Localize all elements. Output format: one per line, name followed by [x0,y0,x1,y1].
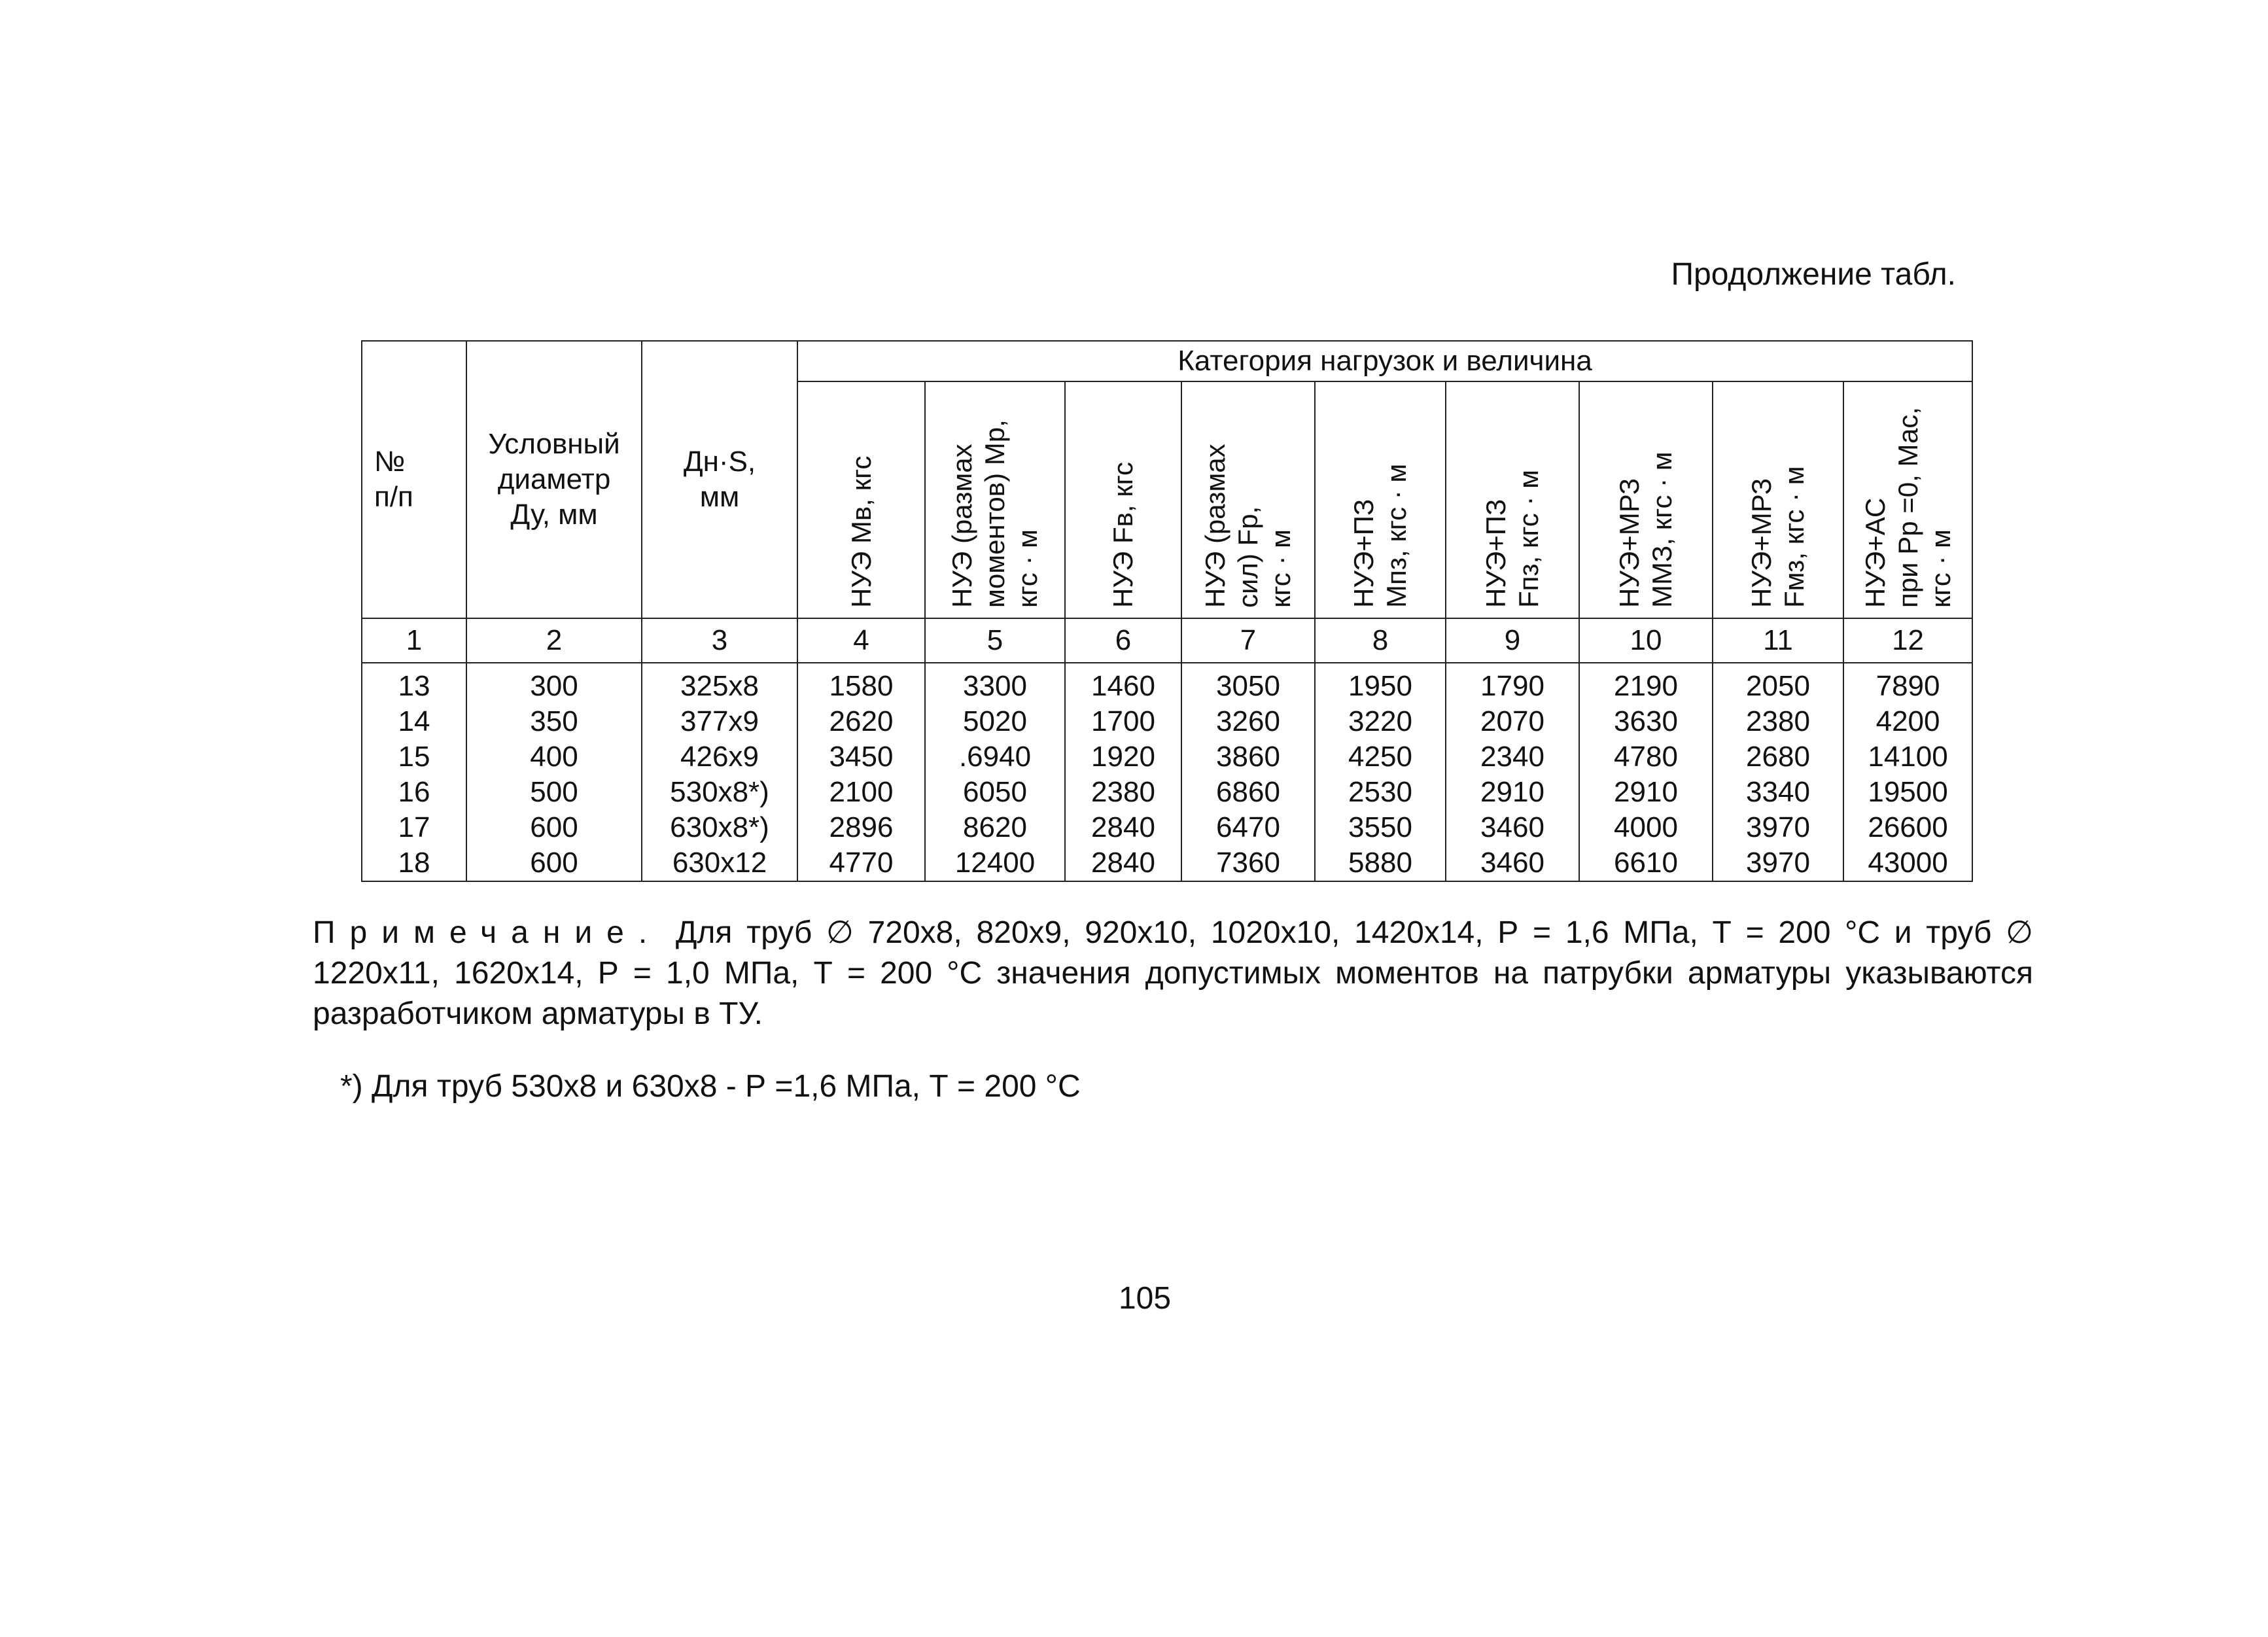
table-cell: 2190 [1579,663,1713,704]
header-load-col-8: НУЭ+ПЗ Мпз, кгс · м [1315,381,1446,618]
column-number-cell: 10 [1579,618,1713,663]
table-cell: 4250 [1315,739,1446,775]
table-cell: 14100 [1843,739,1972,775]
table-cell: 6470 [1181,810,1315,845]
header-load-col-9: НУЭ+ПЗ Fпз, кгс · м [1446,381,1579,618]
table-cell: 2896 [797,810,925,845]
table-row [362,704,1972,739]
column-number-row [362,618,1972,663]
table-cell: 2840 [1065,845,1181,881]
table-cell: 4000 [1579,810,1713,845]
table-cell: 15 [362,739,466,775]
table-cell: 630x8*) [642,810,797,845]
page-number: 105 [1118,1281,1172,1316]
load-table [361,340,1973,882]
header-nominal-diameter: Условный диаметр Ду, мм [466,341,642,618]
table-cell: 3450 [797,739,925,775]
table-cell: 630x12 [642,845,797,881]
table-cell: 600 [466,810,642,845]
column-number-cell: 11 [1713,618,1843,663]
table-cell: 350 [466,704,642,739]
table-cell: 4200 [1843,704,1972,739]
table-cell: 26600 [1843,810,1972,845]
table-cell: 1580 [797,663,925,704]
column-number-cell: 1 [362,618,466,663]
table-cell: 3630 [1579,704,1713,739]
header-load-col-6: НУЭ Fв, кгс [1065,381,1181,618]
table-cell: 2910 [1579,775,1713,810]
table-cell: 5020 [925,704,1065,739]
table-cell: 3260 [1181,704,1315,739]
header-number: № п/п [362,341,466,618]
table-cell: 6860 [1181,775,1315,810]
table-cell: 2380 [1713,704,1843,739]
header-load-col-4: НУЭ Мв, кгс [797,381,925,618]
table-cell: 3550 [1315,810,1446,845]
table-cell: 500 [466,775,642,810]
column-number-cell: 12 [1843,618,1972,663]
column-number-cell: 4 [797,618,925,663]
table-cell: 1460 [1065,663,1181,704]
table-cell: 2050 [1713,663,1843,704]
table-cell: 3300 [925,663,1065,704]
table-cell: 13 [362,663,466,704]
table-cell: 3050 [1181,663,1315,704]
table-cell: 6610 [1579,845,1713,881]
table-cell: 6050 [925,775,1065,810]
table-cell: 8620 [925,810,1065,845]
table-cell: 1920 [1065,739,1181,775]
table-cell: 3860 [1181,739,1315,775]
table-cell: 18 [362,845,466,881]
table-cell: 17 [362,810,466,845]
header-load-col-7: НУЭ (размах сил) Fр, кгс · м [1181,381,1315,618]
table-cell: 1950 [1315,663,1446,704]
table-cell: 530x8*) [642,775,797,810]
table-cell: 2070 [1446,704,1579,739]
column-number-cell: 8 [1315,618,1446,663]
table-cell: 3970 [1713,845,1843,881]
table-cell: 300 [466,663,642,704]
table-cell: 4780 [1579,739,1713,775]
header-pipe-size: Дн·S, мм [642,341,797,618]
table-cell: 7890 [1843,663,1972,704]
table-row [362,810,1972,845]
column-number-cell: 9 [1446,618,1579,663]
table-cell: 426x9 [642,739,797,775]
table-cell: 600 [466,845,642,881]
column-number-cell: 5 [925,618,1065,663]
header-load-col-10: НУЭ+МРЗ ММЗ, кгс · м [1579,381,1713,618]
table-cell: 2620 [797,704,925,739]
table-cell: 12400 [925,845,1065,881]
table-cell: 3460 [1446,845,1579,881]
table-cell: 1790 [1446,663,1579,704]
header-load-category: Категория нагрузок и величина [797,341,1972,381]
column-number-cell: 6 [1065,618,1181,663]
table-continuation-caption: Продолжение табл. [1671,257,1956,292]
table-cell: 400 [466,739,642,775]
table-cell: 43000 [1843,845,1972,881]
column-number-cell: 2 [466,618,642,663]
table-cell: 16 [362,775,466,810]
table-body [362,663,1972,881]
column-number-cell: 3 [642,618,797,663]
column-number-cell: 7 [1181,618,1315,663]
table-cell: 14 [362,704,466,739]
table-row [362,845,1972,881]
table-cell: 3460 [1446,810,1579,845]
table-cell: 325x8 [642,663,797,704]
footnote: *) Для труб 530x8 и 630x8 - Р =1,6 МПа, Т = 200 °С [340,1069,1081,1104]
table-cell: 19500 [1843,775,1972,810]
table-cell: 2380 [1065,775,1181,810]
header-load-col-5: НУЭ (размах моментов) Мр, кгс · м [925,381,1065,618]
table-cell: 377x9 [642,704,797,739]
header-load-col-12: НУЭ+АС при Рр =0, Мас, кгс · м [1843,381,1972,618]
table-row [362,663,1972,704]
note-text: Для труб ∅ 720x8, 820x9, 920x10, 1020x10, 1420x14, Р = 1,6 МПа, Т = 200 °С и труб ∅ 1220x11, 1620x14, Р = 1,0 МПа, Т = 200 °С значения допустимых моментов на патрубки арматуры указываются разработчиком арматуры в ТУ. [313,915,2033,1031]
table-row [362,739,1972,775]
table-cell: 3970 [1713,810,1843,845]
table-cell: .6940 [925,739,1065,775]
table-cell: 2340 [1446,739,1579,775]
table-cell: 2910 [1446,775,1579,810]
table-cell: 7360 [1181,845,1315,881]
note-title: Примечание. [313,915,662,950]
table-cell: 2680 [1713,739,1843,775]
note [313,913,2033,1034]
table-row [362,775,1972,810]
table-cell: 5880 [1315,845,1446,881]
table-cell: 4770 [797,845,925,881]
table-cell: 2840 [1065,810,1181,845]
table-cell: 2100 [797,775,925,810]
table-cell: 3340 [1713,775,1843,810]
table-cell: 2530 [1315,775,1446,810]
header-load-col-11: НУЭ+МРЗ Fмз, кгс · м [1713,381,1843,618]
table-cell: 3220 [1315,704,1446,739]
table-cell: 1700 [1065,704,1181,739]
